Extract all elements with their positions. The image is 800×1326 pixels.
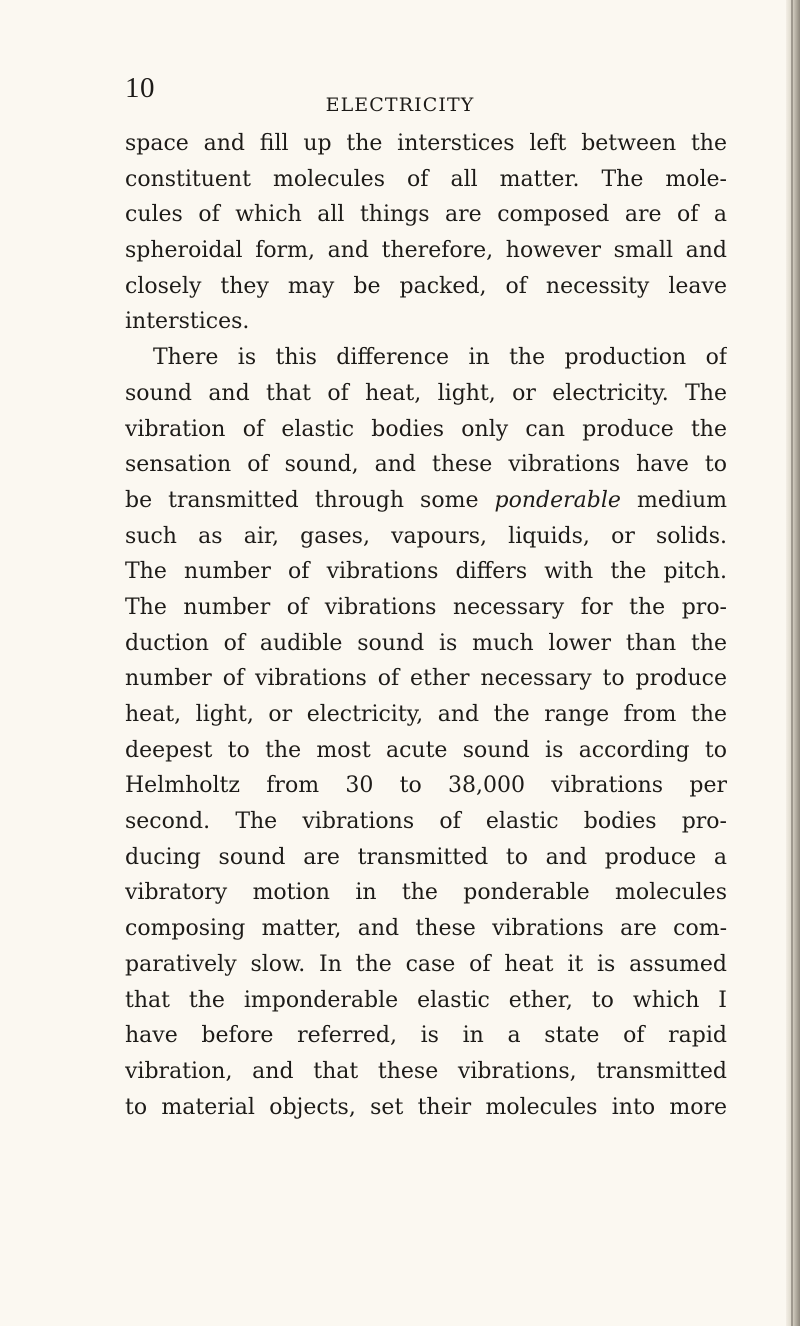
text-line: composing matter, and these vibrations are com- [125,916,727,942]
text-line: cules of which all things are composed are of a [125,202,727,228]
text-line: heat, light, or electricity, and the range from the [125,702,727,727]
text-line: The number of vibrations necessary for the pro- [125,594,727,620]
text-line: sensation of sound, and these vibrations have to [125,452,727,478]
text-line: space and fill up the interstices left between the [125,131,727,156]
text-segment: medium [636,487,727,513]
text-line: interstices. [125,309,250,335]
italic-word: ponderable [494,487,621,513]
text-line: duction of audible sound is much lower than the [125,630,727,656]
binding-line [791,0,793,1326]
text-line: The number of vibrations differs with the pitch. [125,559,727,585]
text-line: such as air, gases, vapours, liquids, or solids. [125,523,727,549]
page-number: 10 [125,72,155,104]
text-line: ducing sound are transmitted to and produce a [125,844,727,870]
text-line: vibration, and that these vibrations, transmitted [125,1058,727,1084]
text-line: vibratory motion in the ponderable molecules [125,880,727,906]
page-edge-shadow [786,0,800,1326]
text-line: constituent molecules of all matter. The mole- [125,166,727,192]
text-line: spheroidal form, and therefore, however small and [125,238,727,264]
text-line: to material objects, set their molecules into more [125,1094,727,1120]
text-line [125,483,727,519]
text-line: sound and that of heat, light, or electricity. The [125,380,727,406]
text-line: second. The vibrations of elastic bodies pro- [125,809,727,835]
text-line: closely they may be packed, of necessity leave [125,273,727,299]
text-line: have before referred, is in a state of rapid [125,1023,727,1049]
running-head: ELECTRICITY [325,94,475,116]
text-line: Helmholtz from 30 to 38,000 vibrations per [125,773,727,799]
text-line: vibration of elastic bodies only can produce the [125,416,727,442]
text-line: that the imponderable elastic ether, to which I [125,987,727,1013]
text-line: number of vibrations of ether necessary to produce [125,666,727,692]
text-line: deepest to the most acute sound is according to [125,737,727,763]
body-text [125,126,727,1125]
text-segment: be transmitted through some [125,487,495,513]
text-line: There is this difference in the production of [153,345,727,371]
text-line: paratively slow. In the case of heat it is assumed [125,951,727,977]
